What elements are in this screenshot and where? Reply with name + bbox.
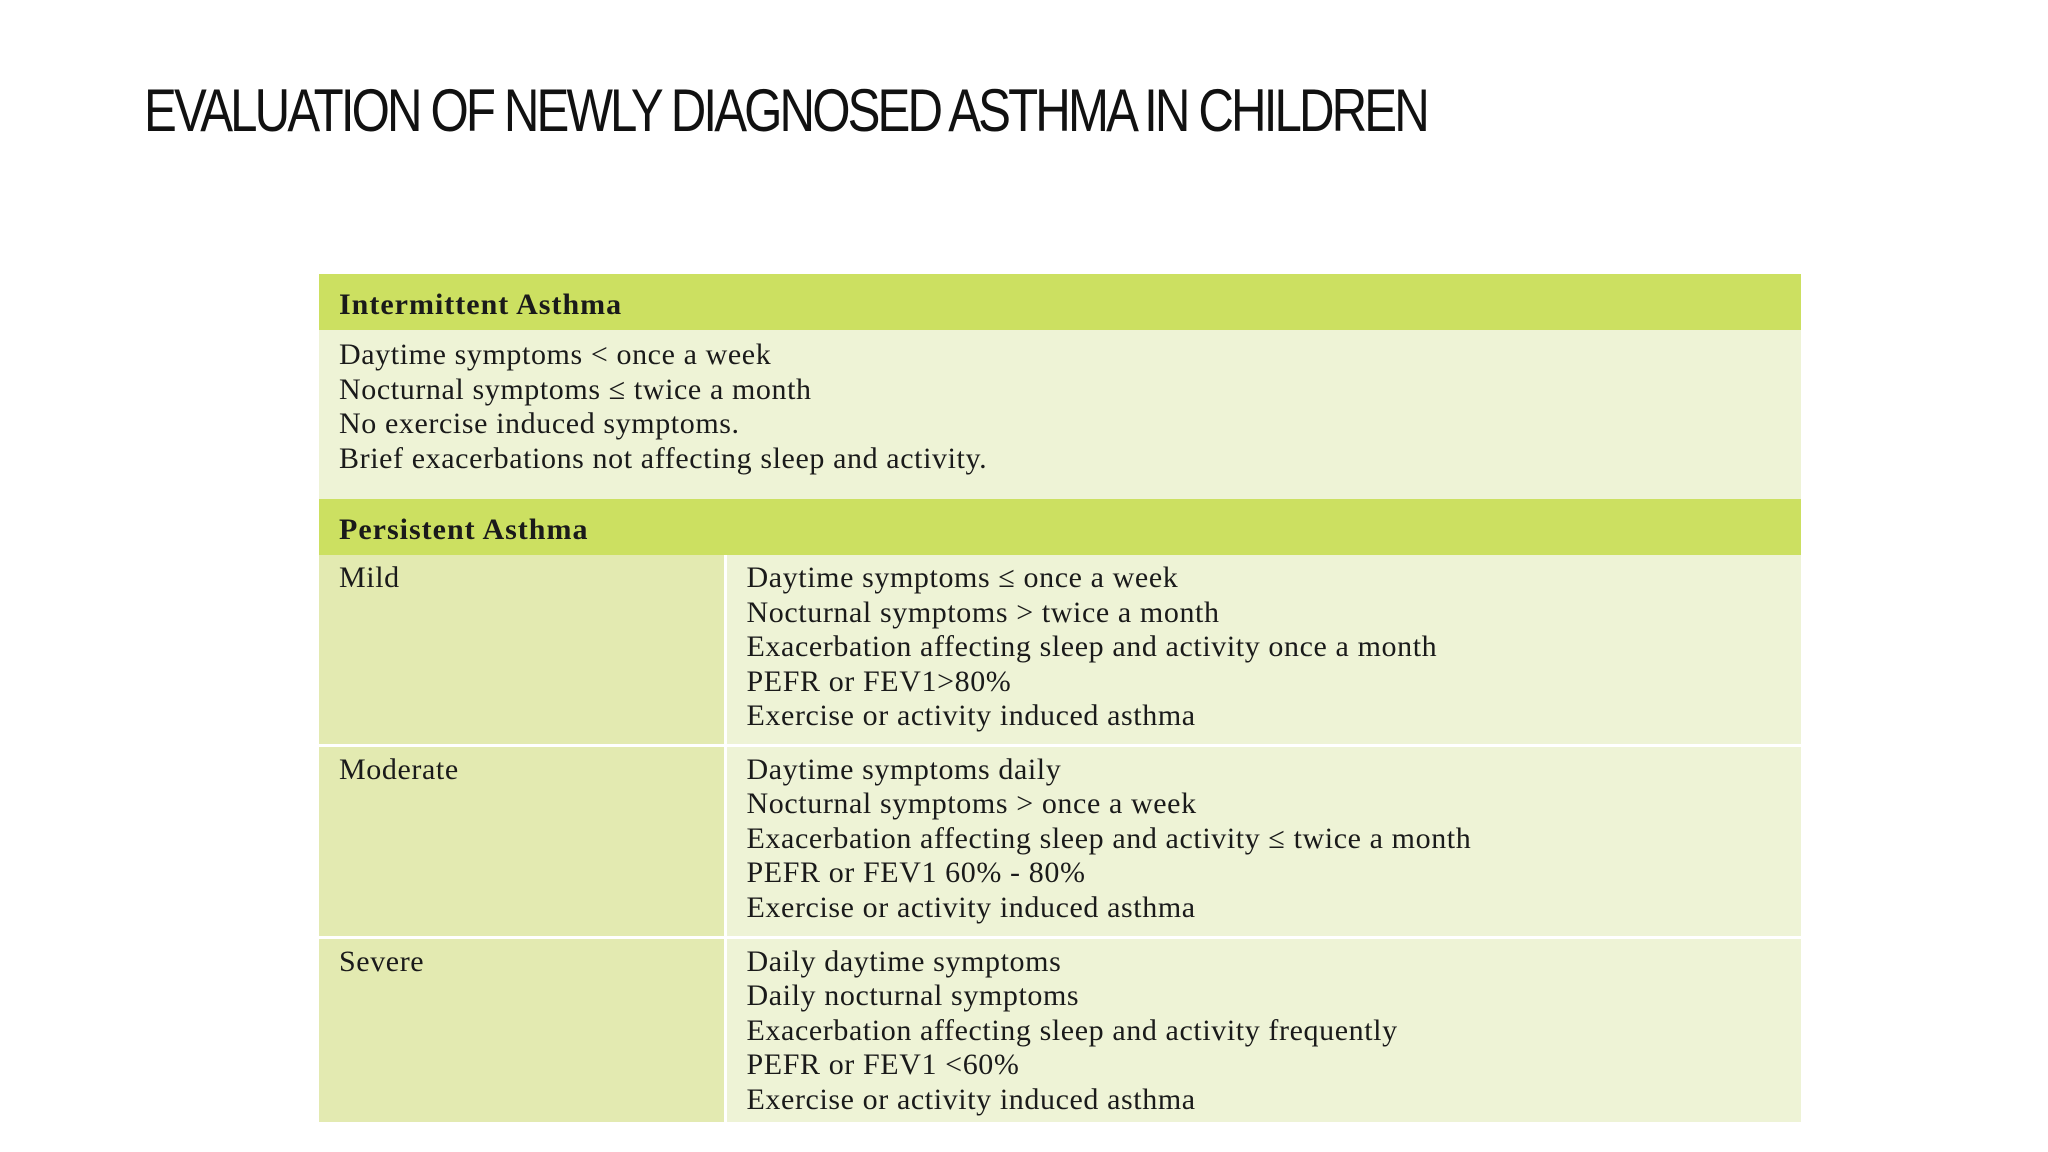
severity-label-text: Moderate bbox=[339, 752, 459, 786]
criteria-line: Exacerbation affecting sleep and activity ≤ twice a month bbox=[746, 821, 1472, 855]
criteria-line: Daily daytime symptoms bbox=[746, 944, 1062, 978]
criteria-line: Nocturnal symptoms > twice a month bbox=[746, 595, 1220, 629]
criteria-line: Daily nocturnal symptoms bbox=[746, 979, 1080, 1012]
persistent-header-row bbox=[319, 499, 1801, 555]
severity-criteria-list bbox=[747, 753, 1802, 926]
intermittent-body-row bbox=[319, 330, 1801, 499]
severity-label-text: Mild bbox=[339, 561, 400, 594]
severity-label bbox=[319, 555, 725, 745]
criteria-line: Daytime symptoms < once a week bbox=[339, 338, 772, 371]
intermittent-criteria-list bbox=[339, 338, 1801, 476]
severity-row-mild bbox=[319, 555, 1801, 745]
slide-title: EVALUATION OF NEWLY DIAGNOSED ASTHMA IN CHILDREN bbox=[144, 77, 1427, 144]
intermittent-header-row bbox=[319, 274, 1801, 330]
persistent-header: Persistent Asthma bbox=[339, 513, 589, 546]
criteria-line: Exercise or activity induced asthma bbox=[746, 699, 1196, 732]
criteria-line: Daytime symptoms daily bbox=[746, 752, 1062, 786]
criteria-line: PEFR or FEV1>80% bbox=[746, 664, 1012, 698]
criteria-line: Brief exacerbations not affecting sleep and activity. bbox=[339, 441, 988, 475]
criteria-line: PEFR or FEV1 <60% bbox=[746, 1048, 1020, 1081]
criteria-line: Daytime symptoms ≤ once a week bbox=[746, 561, 1179, 594]
criteria-line: No exercise induced symptoms. bbox=[339, 407, 740, 440]
severity-row-moderate bbox=[319, 745, 1801, 937]
severity-criteria-list bbox=[747, 945, 1802, 1118]
asthma-classification-table bbox=[319, 274, 1801, 1122]
severity-criteria-list bbox=[747, 561, 1802, 734]
severity-row-severe bbox=[319, 937, 1801, 1122]
severity-criteria bbox=[725, 555, 1801, 745]
intermittent-criteria bbox=[319, 330, 1801, 499]
criteria-line: Exacerbation affecting sleep and activity frequently bbox=[746, 1013, 1398, 1047]
criteria-line: Exacerbation affecting sleep and activity once a month bbox=[746, 630, 1438, 663]
classification-table bbox=[319, 274, 1801, 1122]
intermittent-header: Intermittent Asthma bbox=[339, 288, 623, 321]
criteria-line: Nocturnal symptoms ≤ twice a month bbox=[339, 372, 812, 406]
criteria-line: Nocturnal symptoms > once a week bbox=[746, 787, 1197, 820]
severity-criteria bbox=[725, 745, 1801, 937]
criteria-line: Exercise or activity induced asthma bbox=[746, 1082, 1196, 1116]
criteria-line: Exercise or activity induced asthma bbox=[746, 890, 1196, 924]
severity-criteria bbox=[725, 937, 1801, 1122]
severity-label bbox=[319, 937, 725, 1122]
severity-label bbox=[319, 745, 725, 937]
criteria-line: PEFR or FEV1 60% - 80% bbox=[746, 856, 1086, 889]
severity-label-text: Severe bbox=[339, 944, 425, 978]
